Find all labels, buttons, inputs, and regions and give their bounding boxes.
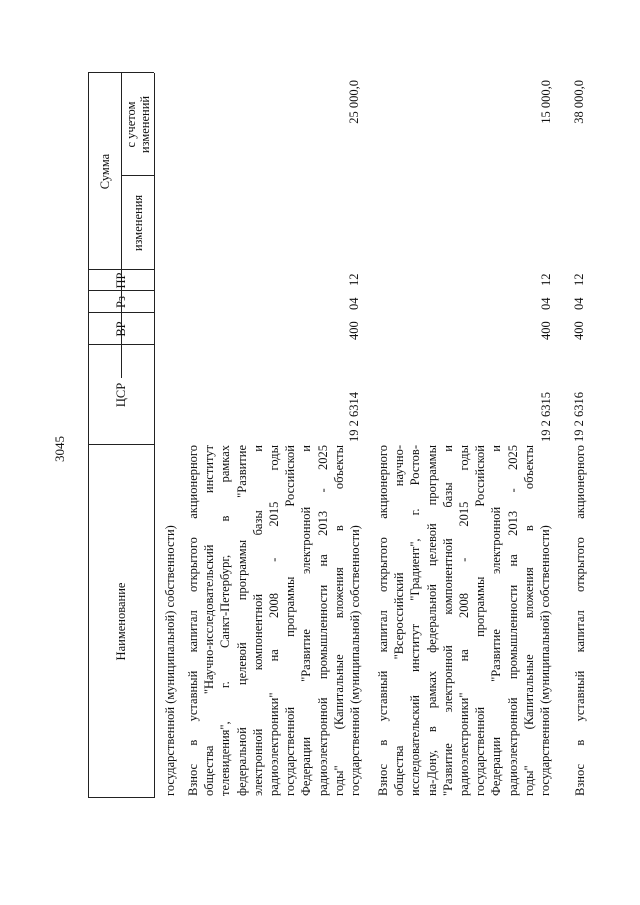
header-vr: ВР (114, 321, 128, 337)
row-1-line: радиоэлектронной промышленности на 2013 - 2025 (315, 445, 330, 796)
row-2-csr: 19 2 6315 (539, 392, 553, 442)
row-3-csr: 19 2 6316 (572, 392, 586, 442)
header-changes: изменения (130, 194, 145, 252)
row-2-vr: 400 (539, 321, 553, 340)
row-2-line: общества "Всероссийский научно- (392, 445, 407, 796)
row-1-line: общества "Научно-исследовательский институт (202, 445, 217, 796)
page-number: 3045 (52, 436, 67, 462)
row-2-line: Взнос в уставный капитал открытого акционерного (376, 445, 390, 796)
row-2-line: радиоэлектронной промышленности на 2013 - 2025 (505, 445, 520, 796)
row-3-line: Взнос в уставный капитал открытого акционерного (573, 445, 587, 796)
row-2-rz: 04 (539, 297, 553, 310)
row-1-line: государственной (муниципальной) собственности) (348, 525, 363, 796)
row-1-line: электронной компонентной базы и (250, 445, 265, 796)
row-1-line: годы" (Капитальные вложения в объекты (331, 445, 346, 796)
header-sum: Сумма (97, 153, 112, 190)
row-2-line: радиоэлектроники" на 2008 - 2015 годы (457, 445, 472, 796)
header-with-changes: с учетом изменений (123, 95, 152, 154)
row-2-pr: 12 (539, 273, 553, 286)
row-2-line: на-Дону, в рамках федеральной целевой программы (424, 445, 439, 796)
row-1-name (185, 445, 363, 796)
row-3-rz: 04 (572, 297, 586, 310)
row-2-with-changes: 15 000,0 (539, 80, 553, 124)
row-2-line: Федерации "Развитие электронной и (489, 445, 504, 796)
row-1-line: радиоэлектроники" на 2008 - 2015 годы (267, 445, 282, 796)
row-0-line: государственной (муниципальной) собственности) (163, 525, 177, 796)
header-rz: Рз (114, 296, 128, 308)
row-1-csr: 19 2 6314 (347, 392, 361, 442)
row-2-line: государственной программы Российской (473, 445, 488, 796)
header-pr: ПР (114, 272, 128, 289)
row-1-line: телевидения", г. Санкт-Петербург, в рамках (218, 445, 233, 796)
row-2-line: исследовательский институт "Градиент", г. Ростов- (408, 445, 423, 796)
row-2-line: государственной (муниципальной) собственности) (538, 525, 553, 796)
row-1-vr: 400 (347, 321, 361, 340)
row-2-line: "Развитие электронной компонентной базы и (440, 445, 455, 796)
row-1-rz: 04 (347, 297, 361, 310)
row-1-line: Взнос в уставный капитал открытого акционерного (186, 445, 200, 796)
row-3-with-changes: 38 000,0 (572, 80, 586, 124)
row-3-vr: 400 (572, 321, 586, 340)
rotated-document (88, 73, 598, 798)
row-3-name (572, 445, 588, 796)
header-csr: ЦСР (114, 382, 128, 408)
row-1-line: федеральной целевой программы "Развитие (234, 445, 249, 796)
row-1-line: государственной программы Российской (283, 445, 298, 796)
row-1-pr: 12 (347, 273, 361, 286)
header-name: Наименование (114, 582, 128, 661)
row-0-name (162, 445, 178, 796)
row-2-line: годы" (Капитальные вложения в объекты (521, 445, 536, 796)
row-3-pr: 12 (572, 273, 586, 286)
row-1-with-changes: 25 000,0 (347, 80, 361, 124)
row-2-name (375, 445, 553, 796)
budget-table (88, 73, 598, 798)
row-1-line: Федерации "Развитие электронной и (299, 445, 314, 796)
header-bottom-border (154, 73, 155, 798)
